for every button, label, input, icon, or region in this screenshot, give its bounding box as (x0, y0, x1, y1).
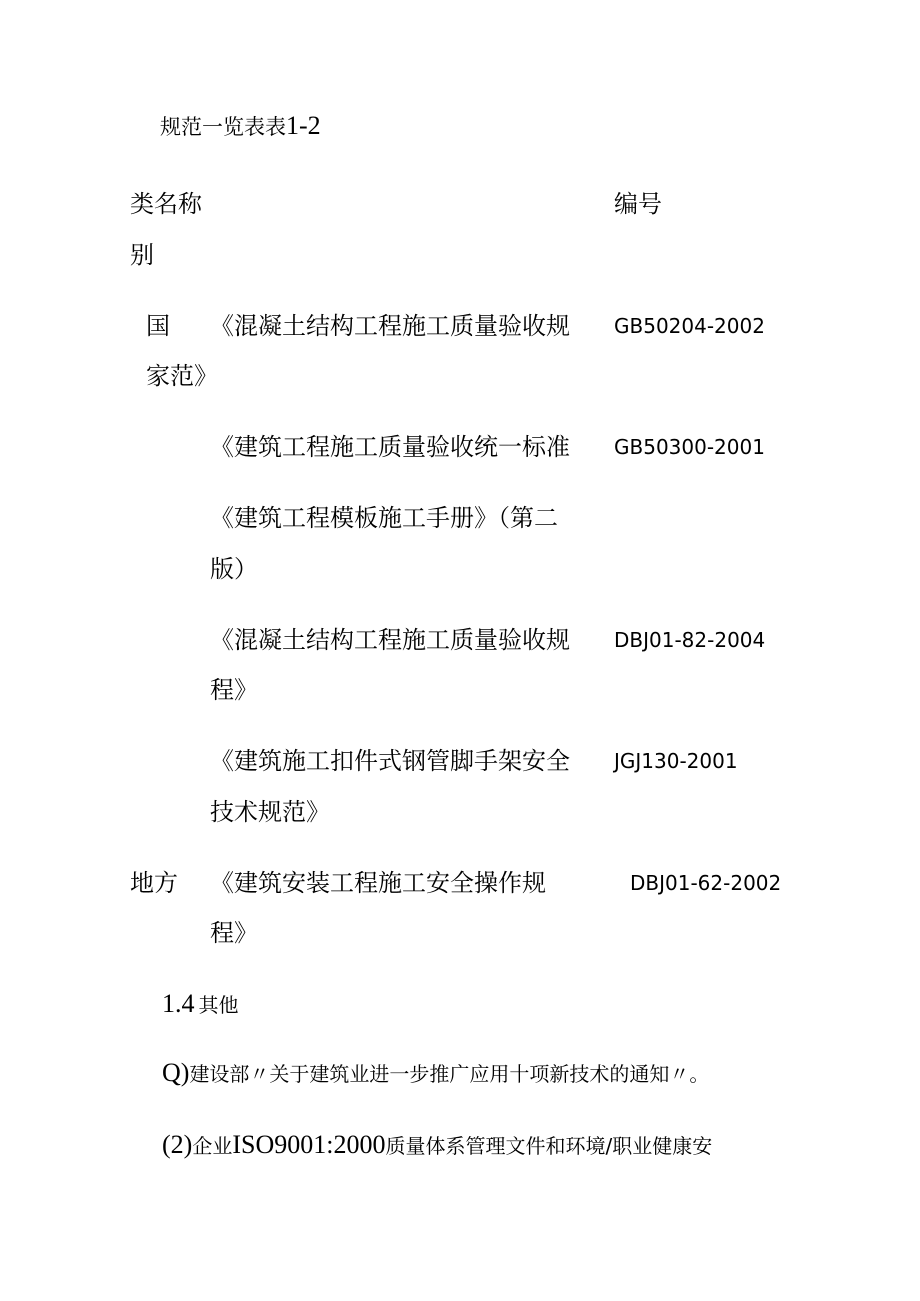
section-title: 其他 (198, 993, 239, 1017)
section-number: 1.4 (162, 989, 195, 1018)
header-category-wrap: 别 (130, 241, 154, 269)
row-2-title: 《建筑工程施工质量验收统一标准 (210, 433, 570, 461)
header-code: 编号 (614, 190, 662, 218)
row-5-title: 《建筑施工扣件式钢管脚手架安全 (210, 747, 570, 775)
row-6-code: DBJ01-62-2002 (630, 871, 782, 895)
row-6-category: 地方 (130, 869, 178, 897)
table-caption-number: 1-2 (286, 111, 321, 140)
row-1-title: 《混凝土结构工程施工质量验收规 (210, 312, 570, 340)
list-item-text-prefix: 企业 (192, 1134, 233, 1158)
row-4-title: 《混凝土结构工程施工质量验收规 (210, 626, 570, 654)
list-item-standard: ISO9001:2000 (232, 1130, 386, 1159)
list-item-text-suffix: 质量体系管理文件和环境/职业健康安 (385, 1134, 713, 1158)
list-item (162, 1060, 709, 1086)
row-1-code: GB50204-2002 (614, 314, 765, 338)
row-3-title: 《建筑工程模板施工手册》（第二 (210, 504, 558, 532)
row-6-title: 《建筑安装工程施工安全操作规 (210, 869, 546, 897)
table-caption-text: 规范一览表表 (160, 115, 286, 139)
list-item-marker: (2) (162, 1130, 193, 1159)
row-6-title-wrap: 程》 (210, 919, 258, 947)
row-2-code: GB50300-2001 (614, 435, 765, 459)
table-caption (160, 113, 321, 139)
section-heading (162, 991, 239, 1017)
list-item-text: 建设部〃关于建筑业进一步推广应用十项新技术的通知〃。 (189, 1062, 710, 1086)
row-4-title-wrap: 程》 (210, 676, 258, 704)
row-4-code: DBJ01-82-2004 (614, 628, 766, 652)
row-1-category: 国 (146, 312, 170, 340)
list-item (162, 1132, 712, 1158)
row-3-title-wrap: 版） (210, 555, 258, 583)
row-1-category-wrap: 家范》 (146, 362, 218, 390)
row-5-title-wrap: 技术规范》 (210, 798, 330, 826)
header-category: 类名称 (130, 190, 202, 218)
row-5-code: JGJ130-2001 (614, 749, 738, 773)
list-item-marker: Q) (162, 1058, 190, 1087)
